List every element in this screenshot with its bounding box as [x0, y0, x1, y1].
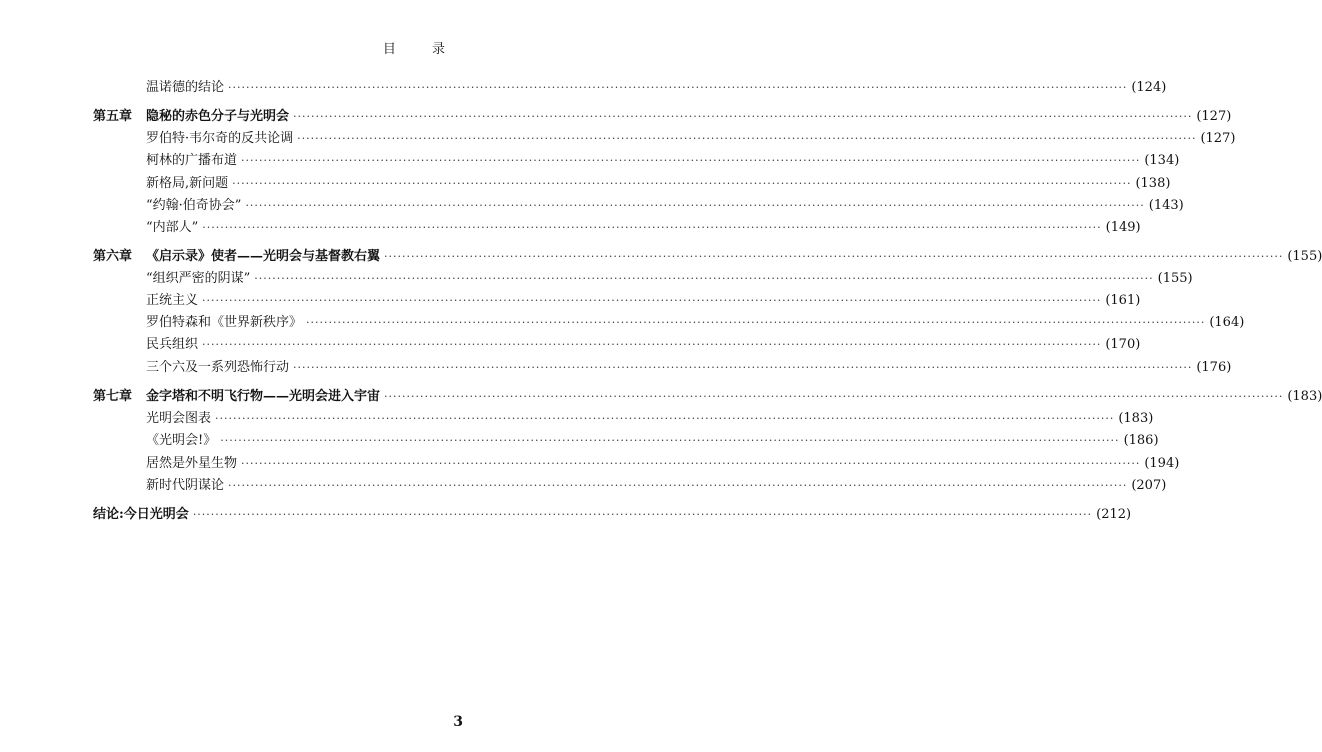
dot-leader: ········································································································································································································ [202, 294, 1102, 307]
entry-title: “内部人” [146, 220, 199, 235]
entry-page-number: (176) [1196, 360, 1232, 375]
chapter-number: 第六章 [93, 249, 133, 264]
entry-page-number: (183) [1287, 389, 1322, 404]
entry-page-number: (138) [1135, 176, 1171, 191]
entry-title: “组织严密的阴谋” [146, 271, 251, 286]
page-number: 3 [453, 714, 463, 730]
dot-leader: ········································································································································································································ [192, 508, 1093, 521]
entry-page-number: (161) [1105, 293, 1141, 308]
entry-page-number: (155) [1287, 249, 1322, 264]
dot-leader: ········································································································································································································ [228, 81, 1128, 94]
toc-chapter-entry [0, 387, 1322, 407]
toc-chapter-entry [0, 107, 1232, 127]
toc-section-entry [0, 151, 1180, 171]
toc-section-entry [0, 129, 1236, 149]
entry-title: 《光明会!》 [146, 433, 217, 448]
toc-section-entry [0, 476, 1167, 496]
entry-title: 新格局,新问题 [146, 176, 229, 191]
entry-page-number: (186) [1123, 433, 1159, 448]
entry-title: 结论:今日光明会 [93, 507, 189, 522]
entry-page-number: (212) [1096, 507, 1132, 522]
toc-section-entry [0, 196, 1184, 216]
dot-leader: ········································································································································································································ [245, 199, 1145, 212]
entry-title: 罗伯特森和《世界新秩序》 [146, 315, 303, 330]
entry-page-number: (134) [1144, 153, 1180, 168]
toc-section-entry [0, 78, 1167, 98]
entry-title: 《启示录》使者——光明会与基督教右翼 [146, 249, 381, 264]
entry-title: 罗伯特·韦尔奇的反共论调 [146, 131, 294, 146]
entry-page-number: (143) [1148, 198, 1184, 213]
entry-title: 光明会图表 [146, 411, 212, 426]
toc-section-entry [0, 409, 1154, 429]
toc-section-entry [0, 431, 1159, 451]
entry-title: 三个六及一系列恐怖行动 [146, 360, 290, 375]
entry-title: 隐秘的赤色分子与光明会 [146, 109, 290, 124]
entry-title: 新时代阴谋论 [146, 478, 225, 493]
dot-leader: ········································································································································································································ [293, 361, 1193, 374]
toc-section-entry [0, 313, 1245, 333]
toc-conclusion-entry [0, 505, 1132, 525]
dot-leader: ········································································································································································································ [202, 221, 1102, 234]
entry-page-number: (170) [1105, 337, 1141, 352]
entry-title: 柯林的广播布道 [146, 153, 238, 168]
entry-title: 金字塔和不明飞行物——光明会进入宇宙 [146, 389, 381, 404]
dot-leader: ········································································································································································································ [220, 434, 1120, 447]
toc-section-entry [0, 358, 1232, 378]
entry-title: “约翰·伯奇协会” [146, 198, 242, 213]
entry-page-number: (149) [1105, 220, 1141, 235]
toc-section-entry [0, 174, 1171, 194]
toc-section-entry [0, 291, 1141, 311]
entry-title: 正统主义 [146, 293, 199, 308]
entry-page-number: (127) [1200, 131, 1236, 146]
dot-leader: ········································································································································································································ [293, 110, 1193, 123]
entry-title: 温诺德的结论 [146, 80, 225, 95]
toc-section-entry [0, 454, 1180, 474]
dot-leader: ········································································································································································································ [232, 177, 1132, 190]
entry-page-number: (124) [1131, 80, 1167, 95]
toc-chapter-entry [0, 247, 1322, 267]
chapter-number: 第五章 [93, 109, 133, 124]
toc-section-entry [0, 335, 1141, 355]
entry-page-number: (155) [1157, 271, 1193, 286]
dot-leader: ········································································································································································································ [306, 316, 1206, 329]
entry-page-number: (207) [1131, 478, 1167, 493]
dot-leader: ········································································································································································································ [297, 132, 1197, 145]
entry-page-number: (164) [1209, 315, 1245, 330]
dot-leader: ········································································································································································································ [384, 250, 1284, 263]
entry-page-number: (127) [1196, 109, 1232, 124]
dot-leader: ········································································································································································································ [241, 457, 1141, 470]
entry-page-number: (183) [1118, 411, 1154, 426]
dot-leader: ········································································································································································································ [254, 272, 1154, 285]
dot-leader: ········································································································································································································ [215, 412, 1115, 425]
entry-title: 居然是外星生物 [146, 456, 238, 471]
toc-section-entry [0, 269, 1193, 289]
entry-page-number: (194) [1144, 456, 1180, 471]
dot-leader: ········································································································································································································ [241, 154, 1141, 167]
dot-leader: ········································································································································································································ [202, 338, 1102, 351]
dot-leader: ········································································································································································································ [384, 390, 1284, 403]
entry-title: 民兵组织 [146, 337, 199, 352]
chapter-number: 第七章 [93, 389, 133, 404]
toc-section-entry [0, 218, 1141, 238]
dot-leader: ········································································································································································································ [228, 479, 1128, 492]
page-header: 目 录 [382, 42, 461, 57]
